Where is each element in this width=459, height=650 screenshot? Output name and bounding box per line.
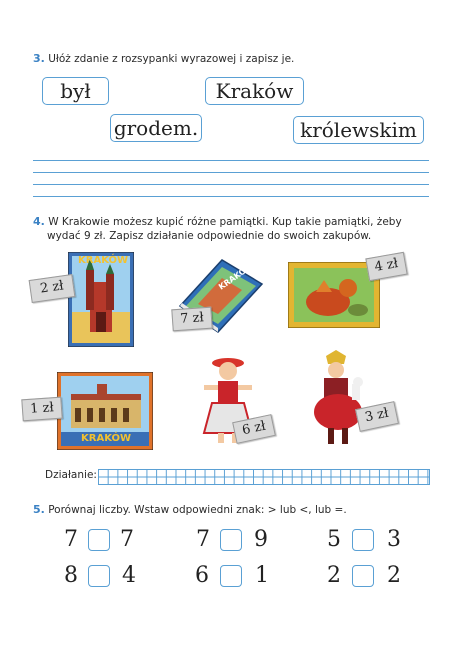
task5-heading bbox=[33, 503, 347, 517]
writing-line-1[interactable] bbox=[33, 160, 429, 161]
compare-4-left: 8 bbox=[64, 563, 78, 588]
postcard2-caption: KRAKÓW bbox=[81, 433, 132, 444]
writing-line-2 bbox=[33, 172, 429, 173]
compare-4-right: 4 bbox=[122, 563, 136, 588]
task4-heading bbox=[33, 215, 443, 243]
word-card-krolewskim[interactable]: królewskim bbox=[293, 116, 424, 144]
price-tag-1zl: 1 zł bbox=[21, 397, 62, 422]
price-tag-6zl: 6 zł bbox=[232, 414, 276, 444]
action-grid[interactable] bbox=[98, 469, 430, 485]
price-tag-4zl: 4 zł bbox=[365, 252, 407, 281]
compare-6-box[interactable] bbox=[352, 565, 374, 587]
task4-number: 4. bbox=[33, 215, 45, 228]
souvenir-dragon-picture[interactable] bbox=[288, 262, 380, 328]
price-tag-2zl: 2 zł bbox=[29, 274, 76, 303]
word-card-krakow[interactable]: Kraków bbox=[205, 77, 304, 105]
compare-5-left: 6 bbox=[195, 563, 209, 588]
compare-1-left: 7 bbox=[64, 527, 78, 552]
word-card-grodem[interactable]: grodem. bbox=[110, 114, 202, 142]
souvenir-postcard-sukiennice[interactable] bbox=[57, 372, 153, 450]
task3-heading bbox=[33, 52, 294, 66]
word-card-byl[interactable]: był bbox=[42, 77, 109, 105]
task3-number: 3. bbox=[33, 52, 45, 65]
souvenir-postcard-church[interactable] bbox=[68, 252, 134, 347]
compare-4-box[interactable] bbox=[88, 565, 110, 587]
compare-3-left: 5 bbox=[327, 527, 341, 552]
price-tag-3zl: 3 zł bbox=[355, 401, 399, 432]
writing-line-3[interactable] bbox=[33, 184, 429, 185]
compare-3-right: 3 bbox=[387, 527, 401, 552]
compare-2-left: 7 bbox=[196, 527, 210, 552]
compare-5-box[interactable] bbox=[220, 565, 242, 587]
task3-instruction: Ułóż zdanie z rozsypanki wyrazowej i zapisz je. bbox=[48, 53, 295, 65]
task4-instruction-2: wydać 9 zł. Zapisz działanie odpowiednie do swoich zakupów. bbox=[47, 230, 372, 242]
book-caption: KRAKÓW bbox=[217, 261, 255, 292]
price-tag-7zl: 7 zł bbox=[171, 307, 212, 332]
action-label: Działanie: bbox=[45, 469, 97, 481]
task4-instruction-1: W Krakowie możesz kupić różne pamiątki. Kup takie pamiątki, żeby bbox=[48, 216, 402, 228]
task5-instruction: Porównaj liczby. Wstaw odpowiedni znak: > lub <, lub =. bbox=[48, 504, 347, 516]
postcard1-caption: KRAKÓW bbox=[78, 255, 129, 266]
compare-6-left: 2 bbox=[327, 563, 341, 588]
task5-number: 5. bbox=[33, 503, 45, 516]
compare-5-right: 1 bbox=[255, 563, 269, 588]
compare-1-box[interactable] bbox=[88, 529, 110, 551]
compare-2-box[interactable] bbox=[220, 529, 242, 551]
compare-1-right: 7 bbox=[120, 527, 134, 552]
writing-line-4 bbox=[33, 196, 429, 197]
compare-2-right: 9 bbox=[254, 527, 268, 552]
souvenir-lajkonik[interactable] bbox=[302, 350, 372, 446]
compare-3-box[interactable] bbox=[352, 529, 374, 551]
compare-6-right: 2 bbox=[387, 563, 401, 588]
